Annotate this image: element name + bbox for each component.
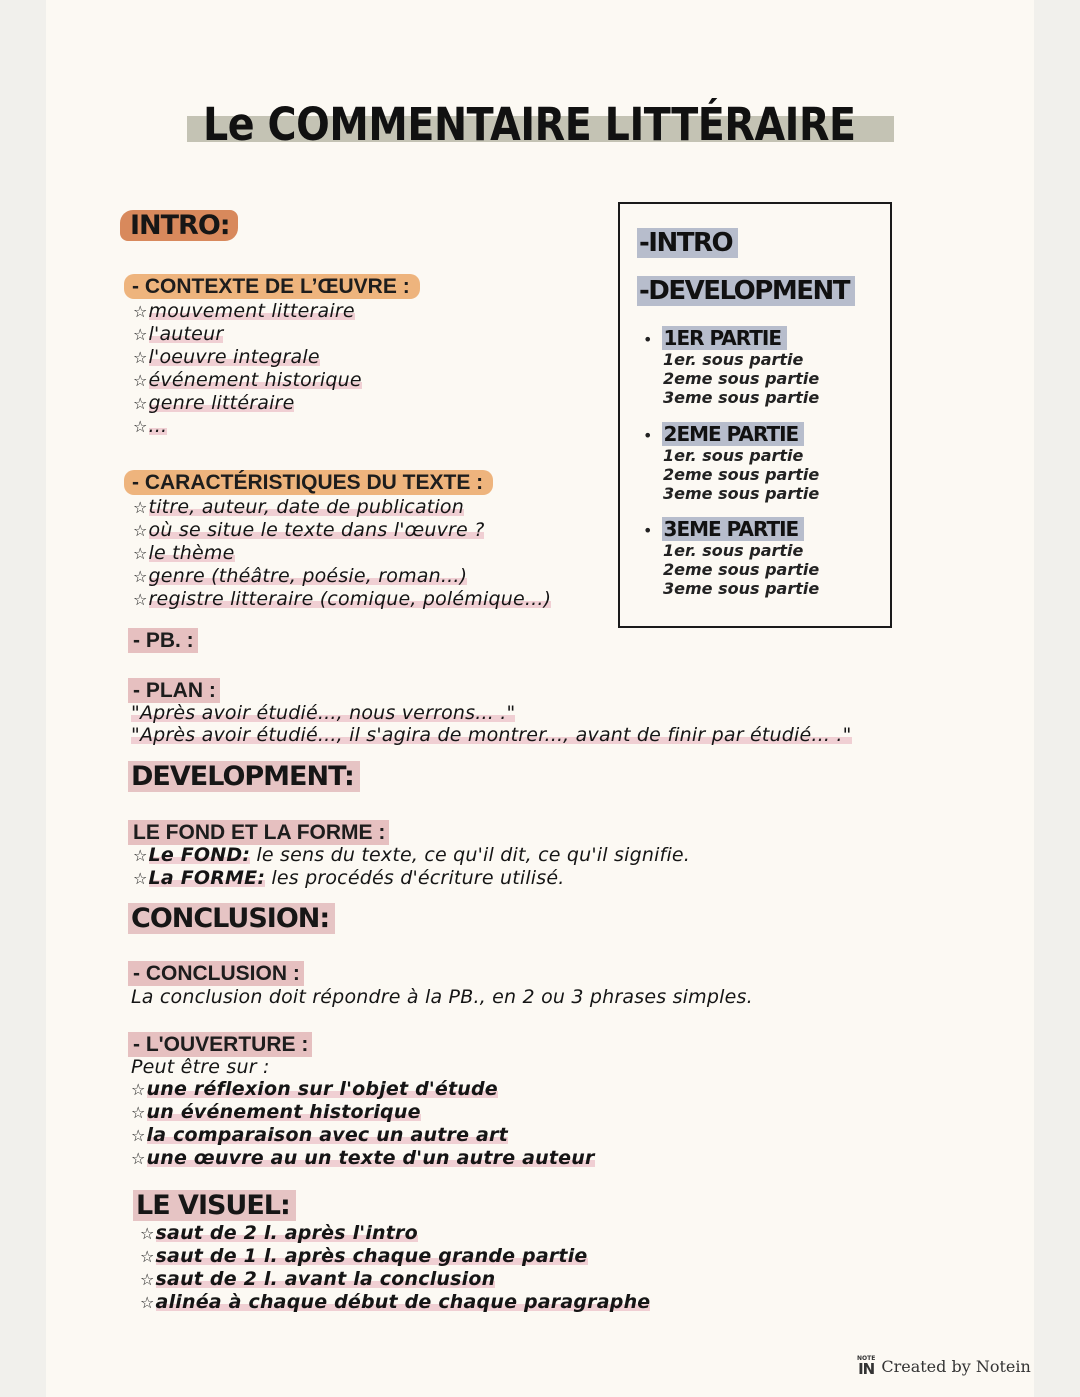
plan-line: "Après avoir étudié..., nous verrons... .": [131, 702, 516, 724]
outline-development: -DEVELOPMENT: [637, 276, 855, 306]
list-item: ☆La FORME: les procédés d'écriture utilisé.: [133, 867, 565, 889]
list-item: ☆la comparaison avec un autre art: [131, 1124, 508, 1146]
plan-lines: [131, 702, 852, 746]
plan-label: - PLAN :: [128, 678, 220, 703]
list-item: ☆l'oeuvre integrale: [133, 346, 320, 368]
star-icon: ☆: [133, 567, 148, 586]
star-icon: ☆: [133, 521, 148, 540]
star-icon: ☆: [131, 1103, 146, 1122]
intro-heading: INTRO:: [120, 210, 238, 241]
bullet-icon: •: [643, 521, 653, 540]
star-icon: ☆: [133, 498, 148, 517]
star-icon: ☆: [140, 1224, 155, 1243]
visuel-heading: LE VISUEL:: [133, 1190, 296, 1221]
ouverture-list: [131, 1056, 595, 1170]
star-icon: ☆: [133, 846, 148, 865]
list-item: ☆mouvement litteraire: [133, 300, 355, 322]
list-item: ☆l'auteur: [133, 323, 224, 345]
contexte-label: - CONTEXTE DE L’ŒUVRE :: [124, 274, 420, 299]
star-icon: ☆: [131, 1149, 146, 1168]
plan-line: "Après avoir étudié..., il s'agira de montrer..., avant de finir par étudié... .": [131, 724, 852, 746]
visuel-list: [140, 1222, 650, 1314]
outline-part-2: • 2EME PARTIE 1er. sous partie 2eme sous partie 3eme sous partie: [643, 422, 820, 503]
list-item: ☆une réflexion sur l'objet d'étude: [131, 1078, 498, 1100]
star-icon: ☆: [133, 348, 148, 367]
list-item: ☆alinéa à chaque début de chaque paragraphe: [140, 1291, 651, 1313]
star-icon: ☆: [133, 371, 148, 390]
list-item: ☆où se situe le texte dans l'œuvre ?: [133, 519, 485, 541]
bullet-icon: •: [643, 426, 653, 445]
list-item: ☆registre litteraire (comique, polémique...): [133, 588, 552, 610]
star-icon: ☆: [131, 1080, 146, 1099]
list-item: ☆...: [133, 415, 168, 437]
star-icon: ☆: [133, 417, 148, 436]
notein-logo-icon: NOTE IN: [857, 1355, 876, 1378]
star-icon: ☆: [140, 1293, 155, 1312]
list-item: ☆le thème: [133, 542, 235, 564]
list-item: ☆un événement historique: [131, 1101, 421, 1123]
fond-forme-label: LE FOND ET LA FORME :: [128, 820, 389, 845]
list-item: ☆saut de 2 l. après l'intro: [140, 1222, 418, 1244]
caracteristiques-list: [133, 496, 551, 611]
list-item: ☆titre, auteur, date de publication: [133, 496, 464, 518]
conclusion-heading: CONCLUSION:: [128, 903, 335, 934]
conclusion-text: La conclusion doit répondre à la PB., en 2 ou 3 phrases simples.: [131, 986, 753, 1008]
footer-text: Created by Notein: [881, 1357, 1031, 1376]
star-icon: ☆: [140, 1247, 155, 1266]
star-icon: ☆: [131, 1126, 146, 1145]
list-item: ☆une œuvre au un texte d'un autre auteur: [131, 1147, 595, 1169]
contexte-list: [133, 300, 362, 438]
footer: [857, 1356, 1031, 1377]
ouverture-intro: Peut être sur :: [131, 1056, 270, 1078]
star-icon: ☆: [133, 394, 148, 413]
caracteristiques-label: - CARACTÉRISTIQUES DU TEXTE :: [124, 470, 493, 495]
star-icon: ☆: [133, 544, 148, 563]
list-item: ☆saut de 1 l. après chaque grande partie: [140, 1245, 588, 1267]
list-item: ☆genre littéraire: [133, 392, 295, 414]
list-item: ☆saut de 2 l. avant la conclusion: [140, 1268, 496, 1290]
development-heading: DEVELOPMENT:: [128, 761, 360, 792]
star-icon: ☆: [133, 590, 148, 609]
ouverture-label: - L'OUVERTURE :: [128, 1032, 312, 1057]
list-item: ☆Le FOND: le sens du texte, ce qu'il dit, ce qu'il signifie.: [133, 844, 691, 866]
list-item: ☆genre (théâtre, poésie, roman...): [133, 565, 468, 587]
pb-label: - PB. :: [128, 628, 198, 653]
conclusion-label: - CONCLUSION :: [128, 961, 304, 986]
star-icon: ☆: [133, 302, 148, 321]
list-item: ☆événement historique: [133, 369, 362, 391]
outline-intro: -INTRO: [637, 228, 738, 258]
star-icon: ☆: [133, 325, 148, 344]
outline-part-3: • 3EME PARTIE 1er. sous partie 2eme sous partie 3eme sous partie: [643, 517, 820, 598]
bullet-icon: •: [643, 330, 653, 349]
fond-forme-list: [133, 844, 690, 890]
outline-part-1: • 1ER PARTIE 1er. sous partie 2eme sous partie 3eme sous partie: [643, 326, 820, 407]
star-icon: ☆: [133, 869, 148, 888]
page-title: Le COMMENTAIRE LITTÉRAIRE: [203, 98, 856, 151]
star-icon: ☆: [140, 1270, 155, 1289]
